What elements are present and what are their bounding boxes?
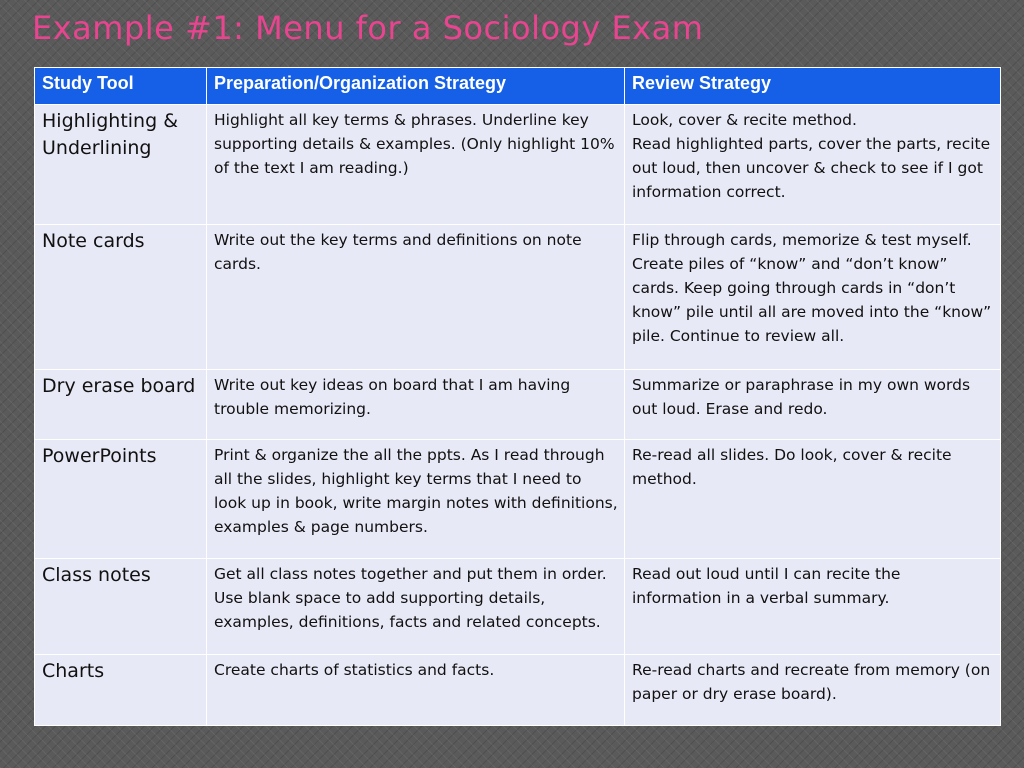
study-tool-cell: Charts bbox=[35, 655, 207, 726]
review-strategy-cell bbox=[625, 105, 1001, 225]
review-strategy-cell: Summarize or paraphrase in my own words out loud. Erase and redo. bbox=[625, 370, 1001, 440]
study-tool-cell: Note cards bbox=[35, 225, 207, 370]
table-row bbox=[35, 105, 1001, 225]
study-tool-cell: Dry erase board bbox=[35, 370, 207, 440]
header-study-tool: Study Tool bbox=[35, 68, 207, 105]
review-strategy-cell: Re-read all slides. Do look, cover & recite method. bbox=[625, 440, 1001, 559]
table-header-row bbox=[35, 68, 1001, 105]
review-strategy-cell: Flip through cards, memorize & test myself. Create piles of “know” and “don’t know” cards. Keep going through cards in “don’t know” pile until all are moved into the “know” pile. Continue to review all. bbox=[625, 225, 1001, 370]
study-menu-table bbox=[34, 67, 1001, 726]
table-row bbox=[35, 440, 1001, 559]
review-strategy-cell: Read out loud until I can recite the information in a verbal summary. bbox=[625, 559, 1001, 655]
review-strategy-line: Look, cover & recite method. bbox=[632, 111, 857, 129]
table-row bbox=[35, 559, 1001, 655]
prep-strategy-cell: Highlight all key terms & phrases. Underline key supporting details & examples. (Only highlight 10% of the text I am reading.) bbox=[207, 105, 625, 225]
study-tool-cell: Class notes bbox=[35, 559, 207, 655]
study-tool-cell: PowerPoints bbox=[35, 440, 207, 559]
slide-title: Example #1: Menu for a Sociology Exam bbox=[32, 9, 704, 47]
header-preparation-strategy: Preparation/Organization Strategy bbox=[207, 68, 625, 105]
table-row bbox=[35, 225, 1001, 370]
table-row bbox=[35, 655, 1001, 726]
prep-strategy-cell: Print & organize the all the ppts. As I read through all the slides, highlight key terms that I need to look up in book, write margin notes with definitions, examples & page numbers. bbox=[207, 440, 625, 559]
review-strategy-cell: Re-read charts and recreate from memory (on paper or dry erase board). bbox=[625, 655, 1001, 726]
header-review-strategy: Review Strategy bbox=[625, 68, 1001, 105]
prep-strategy-cell: Create charts of statistics and facts. bbox=[207, 655, 625, 726]
study-tool-cell: Highlighting & Underlining bbox=[35, 105, 207, 225]
review-strategy-line: Read highlighted parts, cover the parts, recite out loud, then uncover & check to see if I got information correct. bbox=[632, 135, 991, 201]
prep-strategy-cell: Write out the key terms and definitions on note cards. bbox=[207, 225, 625, 370]
prep-strategy-cell: Get all class notes together and put them in order. Use blank space to add supporting details, examples, definitions, facts and related concepts. bbox=[207, 559, 625, 655]
table-row bbox=[35, 370, 1001, 440]
prep-strategy-cell: Write out key ideas on board that I am having trouble memorizing. bbox=[207, 370, 625, 440]
